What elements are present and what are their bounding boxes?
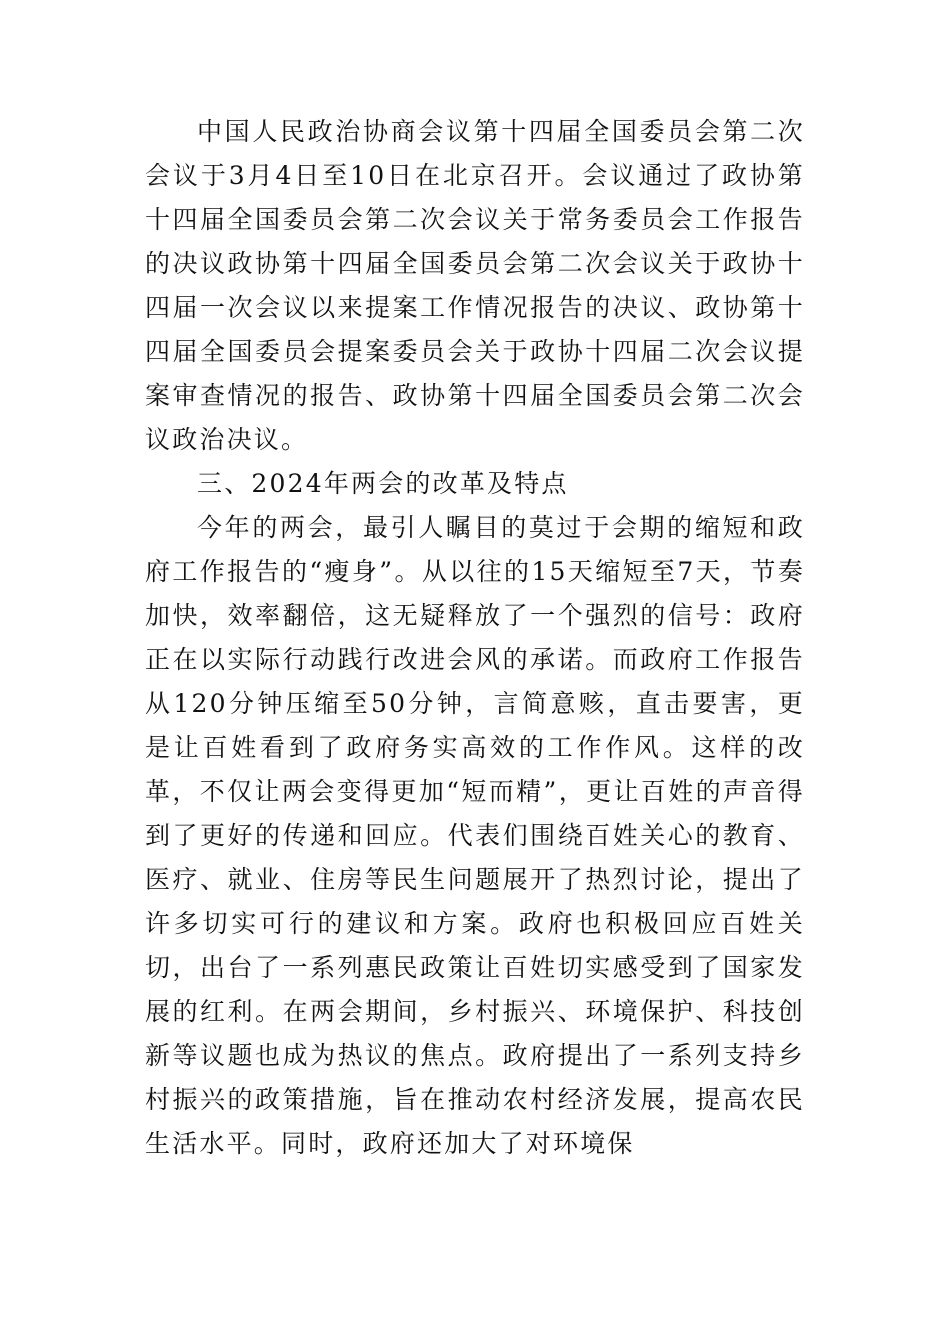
paragraph-cppcc-session: 中国人民政治协商会议第十四届全国委员会第二次会议于3月4日至10日在北京召开。会议通过了政协第十四届全国委员会第二次会议关于常务委员会工作报告的决议政协第十四届全国委员会第二次会议关于政协十四届一次会议以来提案工作情况报告的决议、政协第十四届全国委员会提案委员会关于政协十四届二次会议提案审查情况的报告、政协第十四届全国委员会第二次会议政治决议。	[145, 117, 805, 454]
section-heading-reforms: 三、2024年两会的改革及特点	[197, 469, 569, 498]
paragraph-reforms-features: 今年的两会，最引人瞩目的莫过于会期的缩短和政府工作报告的“瘦身”。从以往的15天缩短至7天，节奏加快，效率翻倍，这无疑释放了一个强烈的信号：政府正在以实际行动践行改进会风的承诺。而政府工作报告从120分钟压缩至50分钟，言简意赅，直击要害，更是让百姓看到了政府务实高效的工作作风。这样的改革，不仅让两会变得更加“短而精”，更让百姓的声音得到了更好的传递和回应。代表们围绕百姓关心的教育、医疗、就业、住房等民生问题展开了热烈讨论，提出了许多切实可行的建议和方案。政府也积极回应百姓关切，出台了一系列惠民政策让百姓切实感受到了国家发展的红利。在两会期间，乡村振兴、环境保护、科技创新等议题也成为热议的焦点。政府提出了一系列支持乡村振兴的政策措施，旨在推动农村经济发展，提高农民生活水平。同时，政府还加大了对环境保	[145, 513, 805, 1158]
document-body	[145, 110, 805, 1166]
